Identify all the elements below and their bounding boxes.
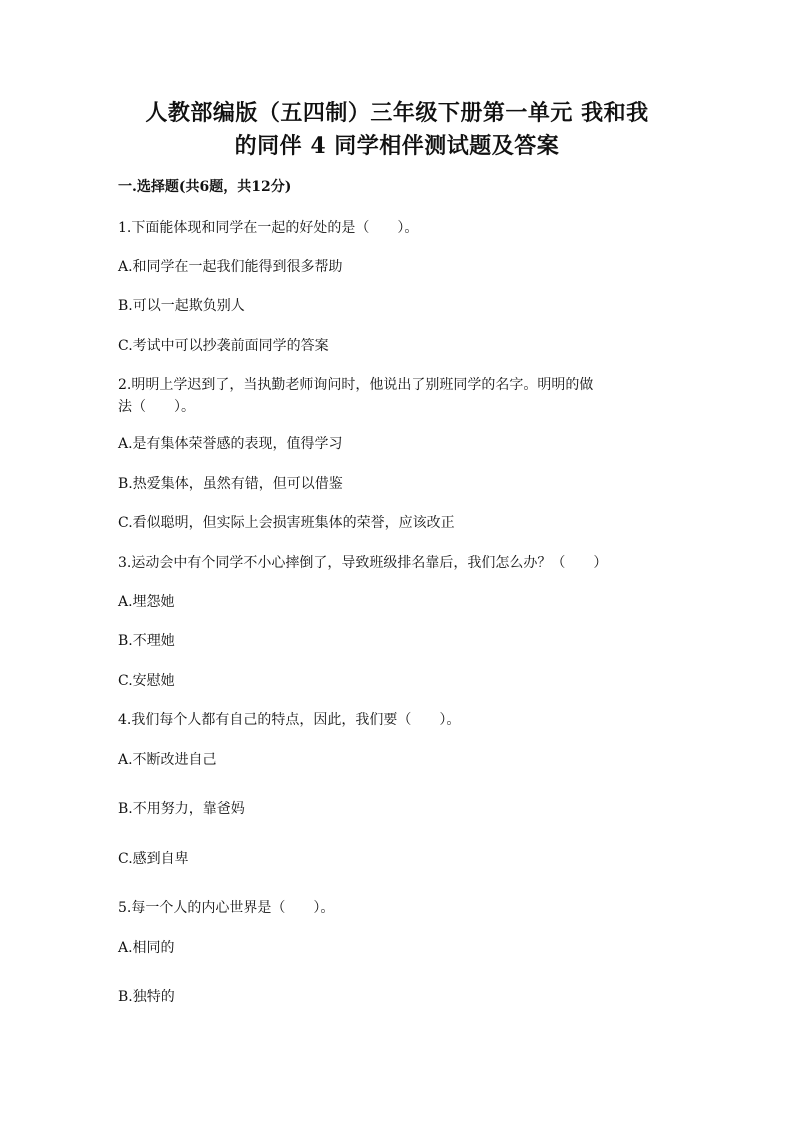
question-2-stem-line-2: 法（ ）。 [118, 399, 195, 415]
question-2-option-a: A.是有集体荣誉感的表现，值得学习 [118, 436, 343, 452]
question-3-option-c: C.安慰她 [118, 673, 175, 689]
question-1-option-a: A.和同学在一起我们能得到很多帮助 [118, 259, 343, 275]
question-4-option-a: A.不断改进自己 [118, 752, 217, 768]
question-2-option-c: C.看似聪明，但实际上会损害班集体的荣誉，应该改正 [118, 515, 455, 531]
question-5-option-a: A.相同的 [118, 940, 175, 956]
question-1-option-b: B.可以一起欺负别人 [118, 298, 245, 314]
question-3-option-a: A.埋怨她 [118, 594, 175, 610]
question-3-stem: 3.运动会中有个同学不小心摔倒了，导致班级排名靠后，我们怎么办？（ ） [118, 555, 608, 571]
question-4-option-c: C.感到自卑 [118, 851, 189, 867]
document-title-line-2: 的同伴 4 同学相伴测试题及答案 [234, 133, 560, 159]
question-2-stem-line-1: 2.明明上学迟到了，当执勤老师询问时，他说出了别班同学的名字。明明的做 [118, 377, 594, 393]
section-heading: 一.选择题(共6题，共12分) [118, 179, 292, 195]
question-2-option-b: B.热爱集体，虽然有错，但可以借鉴 [118, 476, 343, 492]
question-4-stem: 4.我们每个人都有自己的特点，因此，我们要（ ）。 [118, 712, 461, 728]
document-title-line-1: 人教部编版（五四制）三年级下册第一单元 我和我 [145, 100, 649, 126]
question-4-option-b: B.不用努力，靠爸妈 [118, 801, 245, 817]
question-1-stem: 1.下面能体现和同学在一起的好处的是（ ）。 [118, 220, 419, 236]
question-5-option-b: B.独特的 [118, 989, 175, 1005]
question-5-stem: 5.每一个人的内心世界是（ ）。 [118, 900, 335, 916]
question-3-option-b: B.不理她 [118, 633, 175, 649]
question-1-option-c: C.考试中可以抄袭前面同学的答案 [118, 338, 329, 354]
